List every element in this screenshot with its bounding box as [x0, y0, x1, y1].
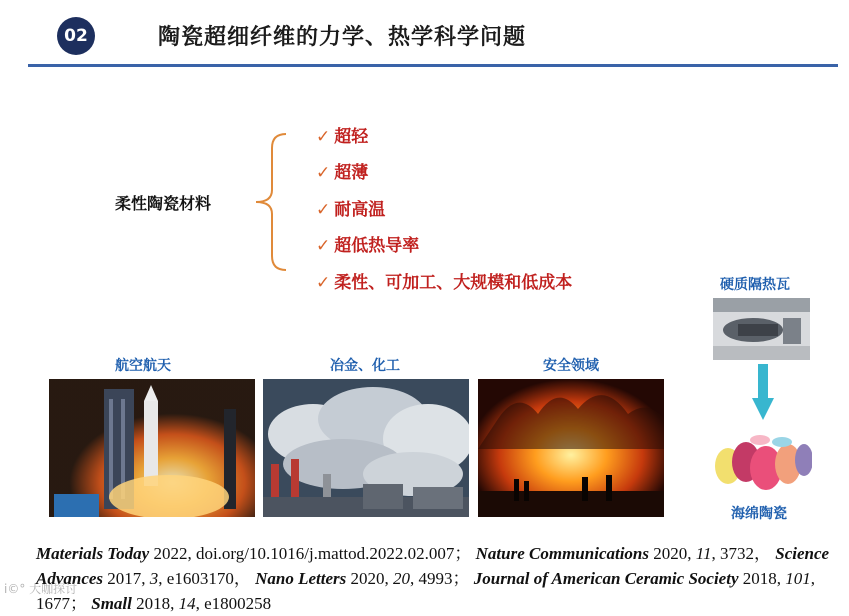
check-icon: ✓ [316, 273, 331, 293]
feature-item: ✓ 超薄 [316, 163, 369, 183]
check-icon: ✓ [316, 127, 331, 147]
feature-item: ✓ 超低热导率 [316, 236, 420, 256]
references: Materials Today 2022, doi.org/10.1016/j.mattod.2022.02.007； Nature Communications 2020, 11, 3732， Science Advances 2017, 3, e1603170， Nano Letters 2020, 20, 4993； Journal of American Ceramic Society 2018, 101, 1677； Small 2018, 14, e1800258 [36, 544, 830, 613]
safety-caption: 安全领域 [543, 358, 599, 374]
check-icon: ✓ [316, 163, 331, 183]
check-icon: ✓ [316, 236, 331, 256]
rigid-tile-caption: 硬质隔热瓦 [720, 277, 790, 293]
main-concept-label: 柔性陶瓷材料 [115, 194, 212, 213]
down-arrow-icon [752, 364, 774, 420]
feature-item: ✓ 耐高温 [316, 200, 386, 220]
section-number-badge: 02 [57, 17, 95, 55]
check-icon: ✓ [316, 200, 331, 220]
aerospace-caption: 航空航天 [115, 358, 171, 374]
fire-scene-image [478, 379, 664, 517]
industrial-smoke-image [263, 379, 469, 517]
page-title: 陶瓷超细纤维的力学、热学科学问题 [158, 25, 527, 50]
sponge-ceramic-image [714, 430, 812, 498]
feature-item: ✓ 柔性、可加工、大规模和低成本 [316, 273, 573, 293]
title-divider [28, 64, 838, 67]
feature-item: ✓ 超轻 [316, 127, 369, 147]
metallurgy-caption: 冶金、化工 [330, 358, 400, 374]
sponge-ceramic-caption: 海绵陶瓷 [731, 506, 787, 522]
curly-brace-icon [250, 132, 290, 272]
rigid-insulation-tile-image [713, 298, 810, 360]
watermark: i©° 大咖探讨 [4, 582, 78, 596]
rocket-launch-image [49, 379, 255, 517]
